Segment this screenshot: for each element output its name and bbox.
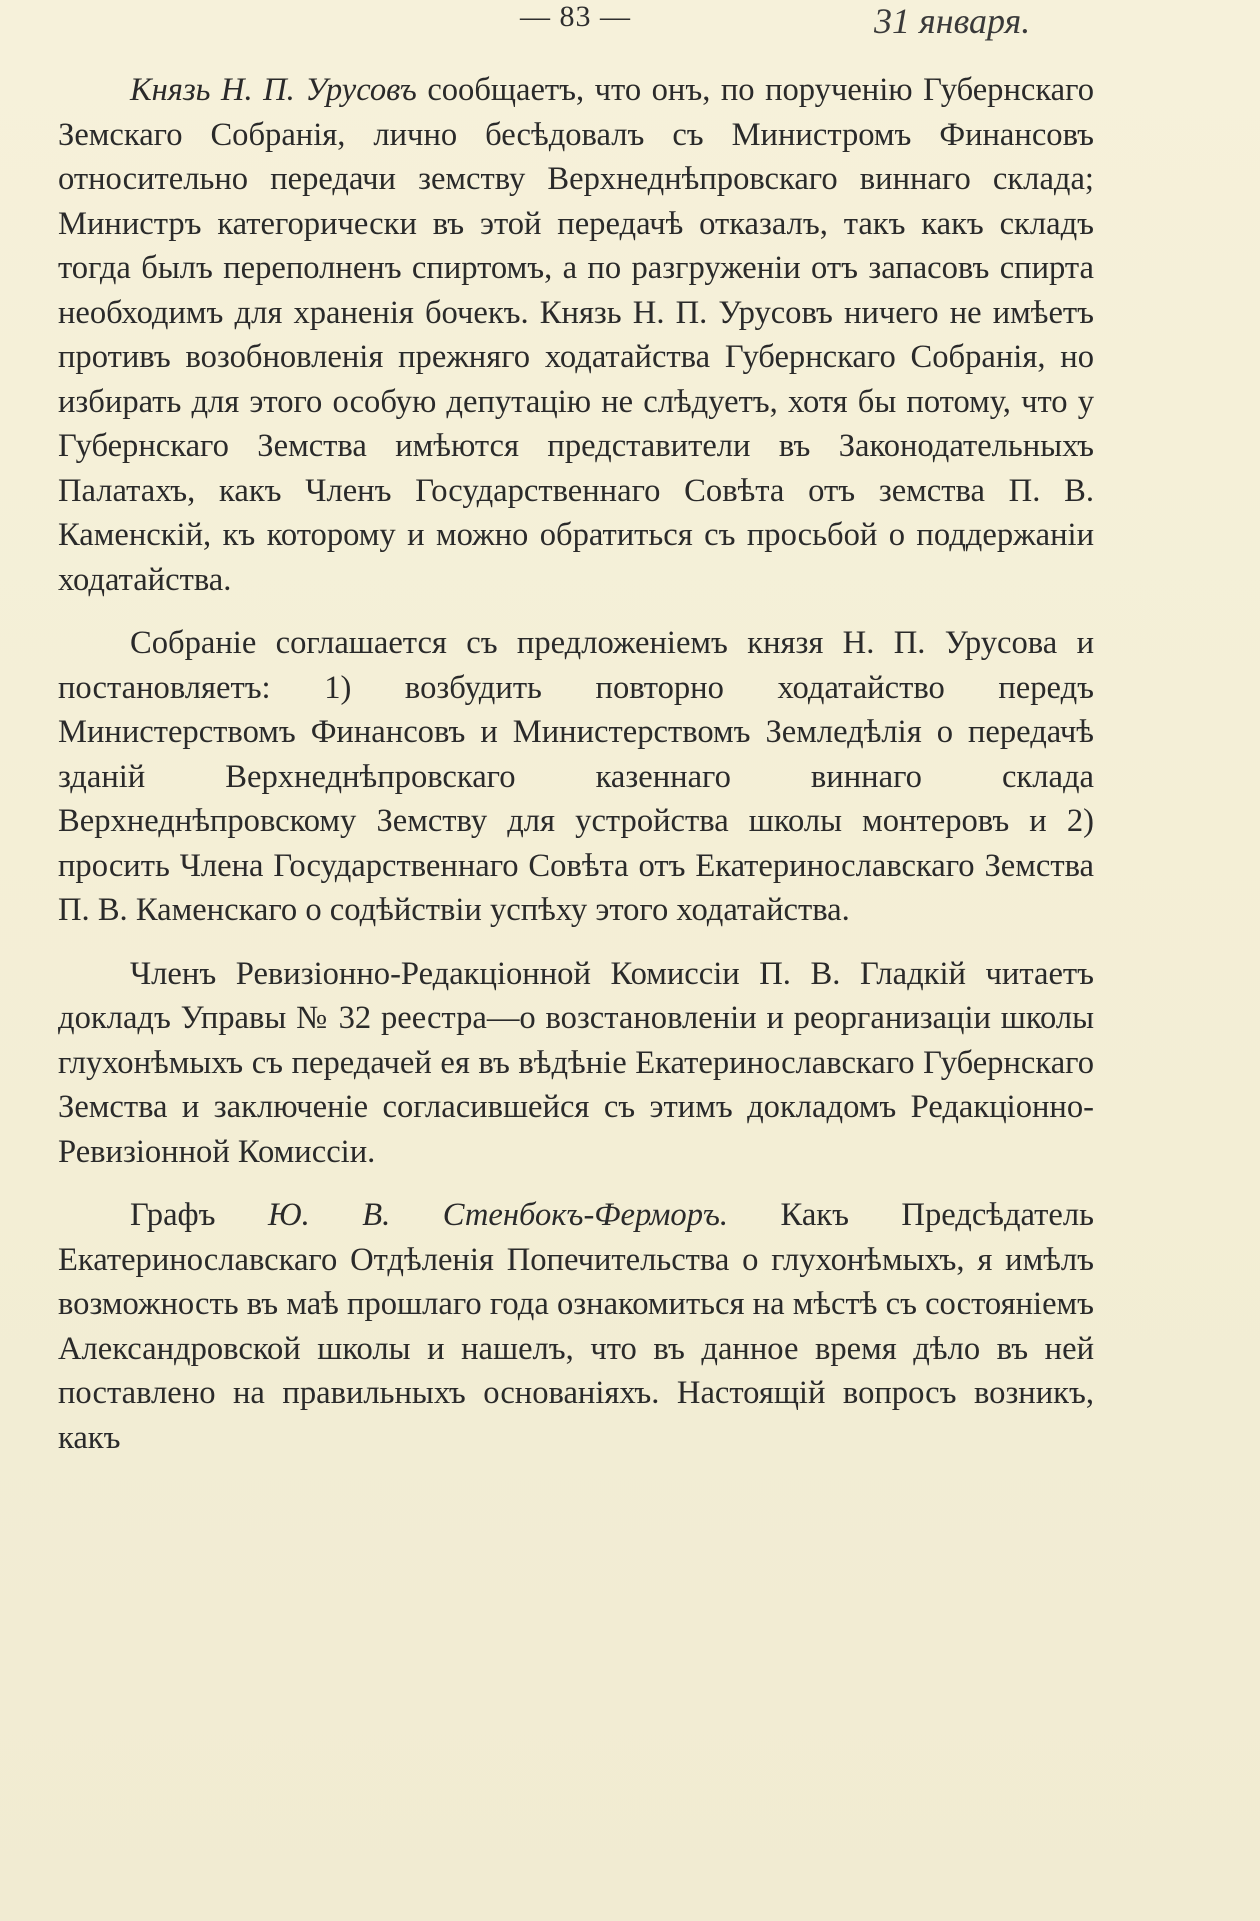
paragraph-text: Собраніе соглашается съ предложеніемъ князя Н. П. Урусова и постановляетъ: 1) возбудить повторно ходатайство передъ Министерствомъ Финансовъ и Министерствомъ Земледѣлія о передачѣ зданій Верхнеднѣпровскаго казеннаго виннаго склада Верхнеднѣпровскому Земству для устройства школы монтеровъ и 2) просить Члена Государственнаго Совѣта отъ Екатеринославскаго Земства П. В. Каменскаго о содѣйствіи успѣху этого ходатайства. (58, 625, 1094, 928)
paragraph-text: Членъ Ревизіонно-Редакціонной Комиссіи П. В. Гладкій читаетъ докладъ Управы № 32 реестра—о возстановленіи и реорганизаціи школы глухонѣмыхъ съ передачей ея въ вѣдѣніе Екатеринославскаго Губернскаго Земства и заключеніе согласившейся съ этимъ докладомъ Редакціонно-Ревизіонной Комиссіи. (58, 955, 1094, 1170)
page-header (0, 0, 1260, 50)
page-number: — 83 — (520, 0, 631, 33)
paragraph-gladkiy (58, 952, 1094, 1175)
paragraph-text: сообщаетъ, что онъ, по порученію Губернскаго Земскаго Собранія, лично бесѣдовалъ съ Министромъ Финансовъ относительно передачи земству Верхнеднѣпровскаго виннаго склада; Министръ категорически въ этой передачѣ отказалъ, такъ какъ складъ тогда былъ переполненъ спиртомъ, а по разгруженіи отъ запасовъ спирта необходимъ для храненія бочекъ. Князь Н. П. Урусовъ ничего не имѣетъ противъ возобновленія прежняго ходатайства Губернскаго Собранія, но избирать для этого особую депутацію не слѣдуетъ, хотя бы потому, что у Губернскаго Земства имѣются представители въ Законодательныхъ Палатахъ, какъ Членъ Государственнаго Совѣта отъ земства П. В. Каменскій, къ которому и можно обратиться съ просьбой о поддержаніи ходатайства. (58, 72, 1094, 598)
session-date: 31 января. (874, 1, 1031, 41)
speaker-name: Ю. В. Стенбокъ-Ферморъ. (267, 1197, 729, 1233)
speaker-prefix: Графъ (130, 1197, 216, 1233)
paragraph-urusov (58, 68, 1094, 602)
paragraph-stenbock-fermor (58, 1193, 1094, 1460)
paragraph-resolution (58, 621, 1094, 933)
body-text (58, 68, 1094, 1460)
speaker-name: Князь Н. П. Урусовъ (130, 72, 417, 108)
paragraph-text: Какъ Предсѣдатель Екатеринославскаго Отдѣленія Попечительства о глухонѣмыхъ, я имѣлъ возможность въ маѣ прошлаго года ознакомиться на мѣстѣ съ состояніемъ Александровской школы и нашелъ, что въ данное время дѣло въ ней поставлено на правильныхъ основаніяхъ. Настоящій вопросъ возникъ, какъ (58, 1197, 1094, 1456)
